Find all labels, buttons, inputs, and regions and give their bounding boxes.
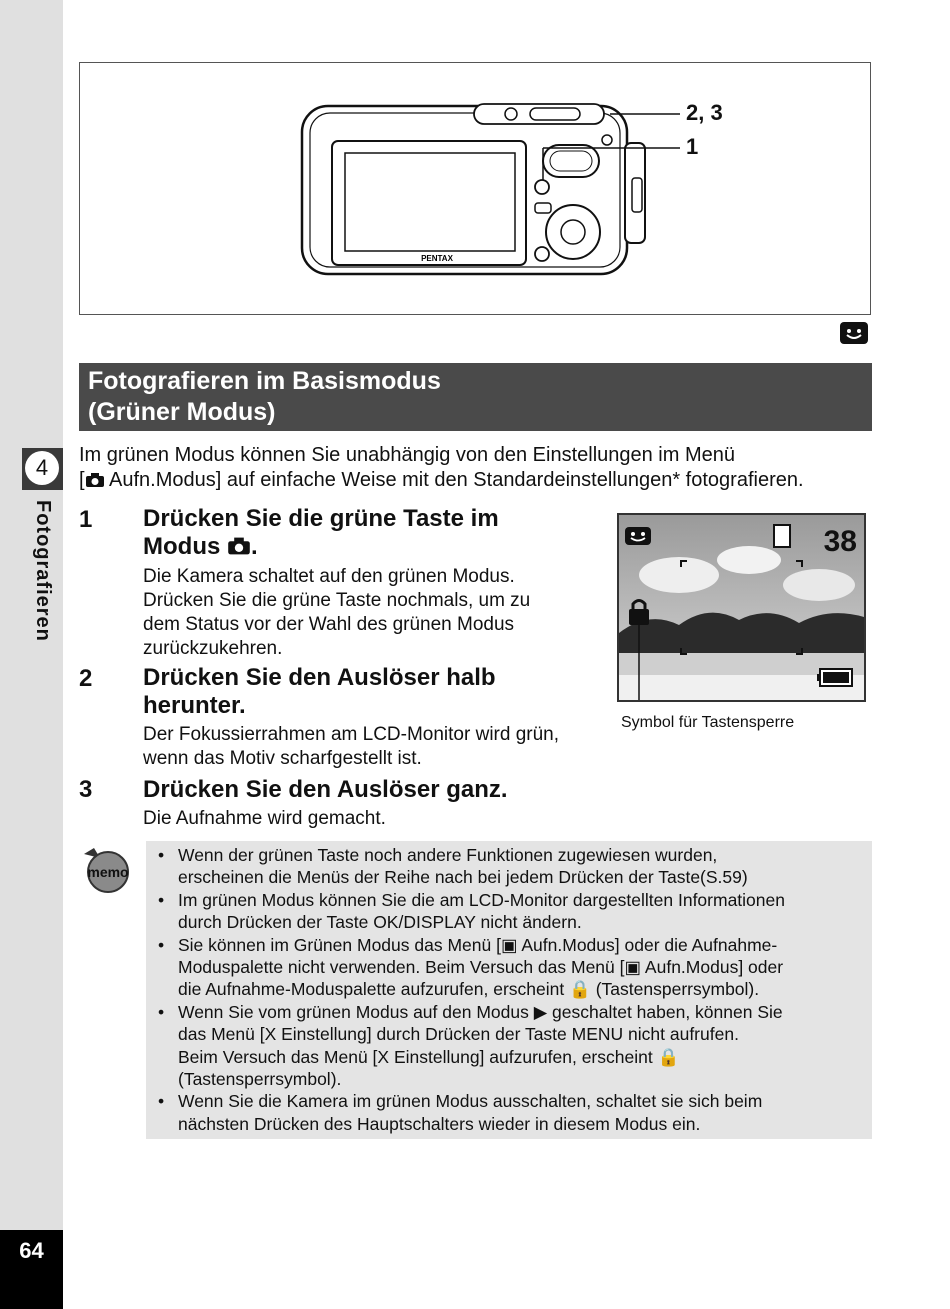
intro-text [79, 443, 879, 493]
memo-item: • Im grünen Modus können Sie die am LCD-Monitor dargestellten Informationen durch Drücken der Taste OK/DISPLAY nicht ändern. [155, 889, 863, 934]
memo-icon-label: memo [87, 864, 129, 880]
memo-list [155, 844, 863, 1135]
camera-illustration [80, 63, 870, 314]
memo-item: • Sie können im Grünen Modus das Menü [▣ Aufn.Modus] oder die Aufnahme- Moduspalette nicht verwenden. Beim Versuch das Menü [▣ Aufn.Modus] oder die Aufnahme-Moduspalette aufzurufen, erscheint 🔒 (Tastensperrsymbol). [155, 934, 863, 1001]
step-2-heading: Drücken Sie den Auslöser halb herunter. [143, 664, 496, 719]
step-1-heading: Drücken Sie die grüne Taste im Modus . [143, 505, 499, 560]
step-1-body: Die Kamera schaltet auf den grünen Modus. Drücken Sie die grüne Taste nochmals, um zu dem Status vor der Wahl des grünen Modus zurückzukehren. [143, 566, 531, 659]
memo-item: • Wenn der grünen Taste noch andere Funktionen zugewiesen wurden, erscheinen die Menüs der Reihe nach bei jedem Drücken der Taste(S.59) [155, 844, 863, 889]
step-3-heading: Drücken Sie den Auslöser ganz. [143, 776, 508, 803]
intro-line2: [ Aufn.Modus] auf einfache Weise mit den Standardeinstellungen* fotografieren. [79, 469, 804, 491]
step-2-number: 2 [79, 665, 93, 692]
shots-remaining: 38 [823, 525, 857, 558]
lcd-caption: Symbol für Tastensperre [621, 714, 795, 731]
chapter-number: 4 [25, 451, 59, 485]
green-mode-icon [840, 322, 868, 344]
camera-icon [85, 469, 105, 491]
callout-step-1: 1 [686, 134, 699, 159]
section-title-line1: Fotografieren im Basismodus [88, 367, 441, 395]
page-number: 64 [19, 1238, 44, 1263]
step-3-body: Die Aufnahme wird gemacht. [143, 808, 386, 829]
intro-line1: Im grünen Modus können Sie unabhängig von den Einstellungen im Menü [79, 444, 735, 466]
chapter-label: Fotografieren [32, 500, 54, 642]
memo-icon [80, 846, 132, 899]
memo-item: • Wenn Sie die Kamera im grünen Modus ausschalten, schaltet sie sich beim nächsten Drücken des Hauptschalters wieder in diesem Modus ein. [155, 1090, 863, 1135]
camera-brand: PENTAX [421, 254, 453, 263]
step-2-body: Der Fokussierrahmen am LCD-Monitor wird grün, wenn das Motiv scharfgestellt ist. [143, 724, 560, 769]
step-3-number: 3 [79, 776, 93, 803]
camera-icon [227, 533, 251, 560]
section-title [88, 366, 848, 428]
step-1-number: 1 [79, 506, 93, 533]
memo-item: • Wenn Sie vom grünen Modus auf den Modus ▶ geschaltet haben, können Sie das Menü [X Einstellung] durch Drücken der Taste MENU nicht aufrufen. Beim Versuch das Menü [X Einstellung] aufzurufen, erscheint 🔒 (Tastensperrsymbol). [155, 1001, 863, 1091]
lcd-monitor-image [617, 513, 866, 702]
camera-figure [79, 62, 871, 315]
callout-steps-2-3: 2, 3 [686, 100, 723, 125]
section-title-line2: (Grüner Modus) [88, 398, 276, 426]
battery-icon [817, 669, 852, 686]
